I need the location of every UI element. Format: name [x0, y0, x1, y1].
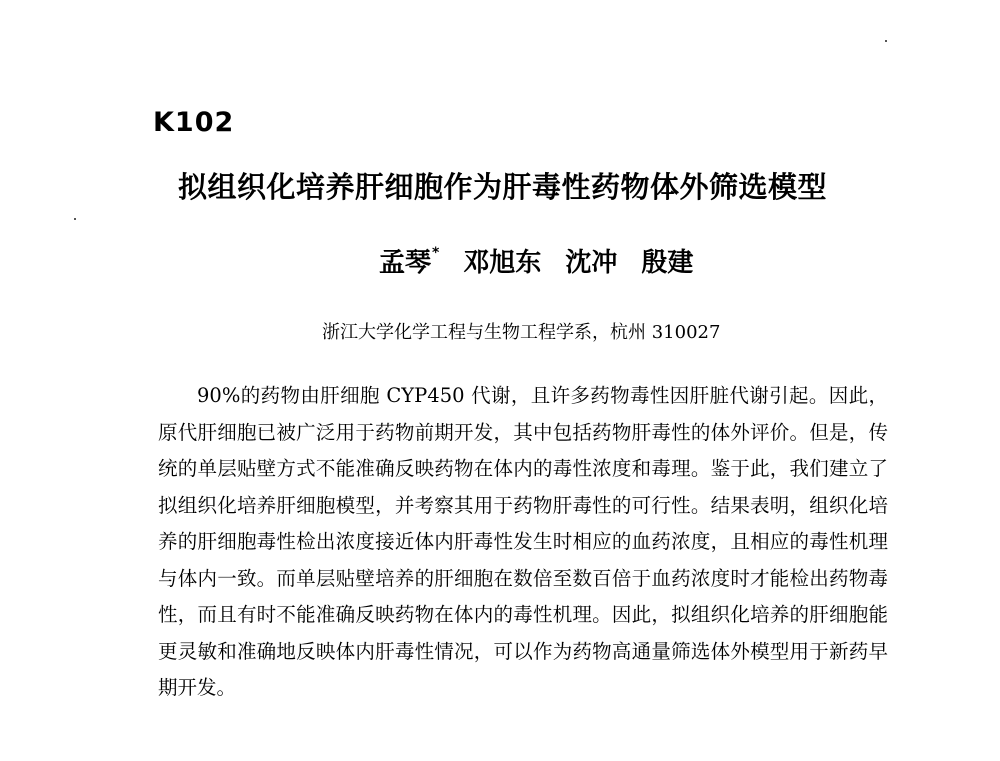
author [565, 242, 617, 279]
paper-title: 拟组织化培养肝细胞作为肝毒性药物体外筛选模型 [178, 170, 828, 204]
author-name: 沈冲 [565, 248, 618, 278]
author [379, 242, 439, 279]
author [463, 242, 541, 279]
scan-speck [74, 218, 76, 220]
author [641, 242, 693, 279]
corresponding-author-mark: * [432, 245, 440, 261]
author-name: 殷建 [641, 248, 694, 278]
scan-speck [885, 40, 887, 42]
author-name: 邓旭东 [463, 248, 542, 278]
abstract-code: K102 [153, 107, 235, 138]
abstract-body: 90%的药物由肝细胞 CYP450 代谢，且许多药物毒性因肝脏代谢引起。因此，原代肝细胞已被广泛用于药物前期开发，其中包括药物肝毒性的体外评价。但是，传统的单层贴壁方式不能准确反映药物在体内的毒性浓度和毒理。鉴于此，我们建立了拟组织化培养肝细胞模型，并考察其用于药物肝毒性的可行性。结果表明，组织化培养的肝细胞毒性检出浓度接近体内肝毒性发生时相应的血药浓度，且相应的毒性机理与体内一致。而单层贴壁培养的肝细胞在数倍至数百倍于血药浓度时才能检出药物毒性，而且有时不能准确反映药物在体内的毒性机理。因此，拟组织化培养的肝细胞能更灵敏和准确地反映体内肝毒性情况，可以作为药物高通量筛选体外模型用于新药早期开发。 [158, 384, 888, 699]
author-list [379, 242, 693, 279]
affiliation: 浙江大学化学工程与生物工程学系，杭州 310027 [322, 322, 721, 343]
author-name: 孟琴 [379, 248, 432, 278]
